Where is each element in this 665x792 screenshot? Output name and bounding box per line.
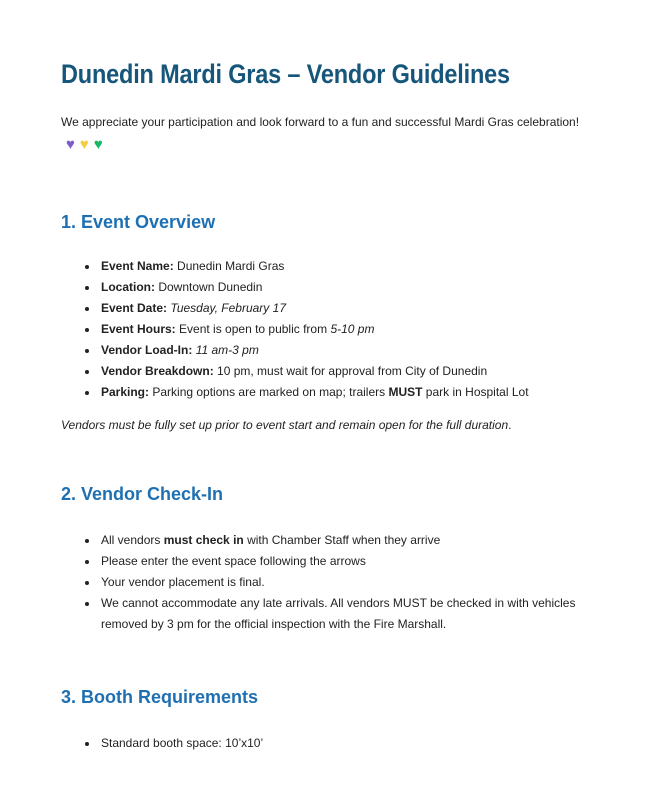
document-title: Dunedin Mardi Gras – Vendor Guidelines [61,59,510,89]
event-overview-list [61,256,607,403]
section-heading-event-overview: 1. Event Overview [61,212,216,232]
intro-text: We appreciate your participation and look forward to a fun and successful Mardi Gras celebration! [61,115,580,129]
list-item: Event Name: Dunedin Mardi Gras [101,256,607,277]
list-item: Event Hours: Event is open to public from 5-10 pm [101,319,607,340]
yellow-heart-icon: ♥ [79,136,89,153]
list-item: Parking: Parking options are marked on map; trailers MUST park in Hospital Lot [101,382,607,403]
list-item: Please enter the event space following the arrows [101,551,606,572]
purple-heart-icon: ♥ [66,136,75,153]
list-item: Event Date: Tuesday, February 17 [101,298,607,319]
booth-requirements-list [61,733,607,754]
section-heading-booth-requirements: 3. Booth Requirements [61,687,259,707]
list-item: We cannot accommodate any late arrivals. All vendors MUST be checked in with vehicles removed by 3 pm for the official inspection with the Fire Marshall. [101,593,606,635]
document-page [0,58,665,792]
list-item: Location: Downtown Dunedin [101,277,607,298]
list-item: Vendor Breakdown: 10 pm, must wait for approval from City of Dunedin [101,361,607,382]
setup-note: Vendors must be fully set up prior to event start and remain open for the full duration. [61,418,512,432]
list-item: Vendor Load-In: 11 am-3 pm [101,340,607,361]
heart-icons [61,137,103,151]
green-heart-icon: ♥ [93,136,103,153]
list-item: Standard booth space: 10’x10’ [101,733,607,754]
intro-paragraph [61,111,605,156]
list-item: Your vendor placement is final. [101,572,606,593]
section-heading-vendor-check-in: 2. Vendor Check-In [61,484,224,504]
list-item: All vendors must check in with Chamber Staff when they arrive [101,530,606,551]
vendor-check-in-list [61,530,606,635]
